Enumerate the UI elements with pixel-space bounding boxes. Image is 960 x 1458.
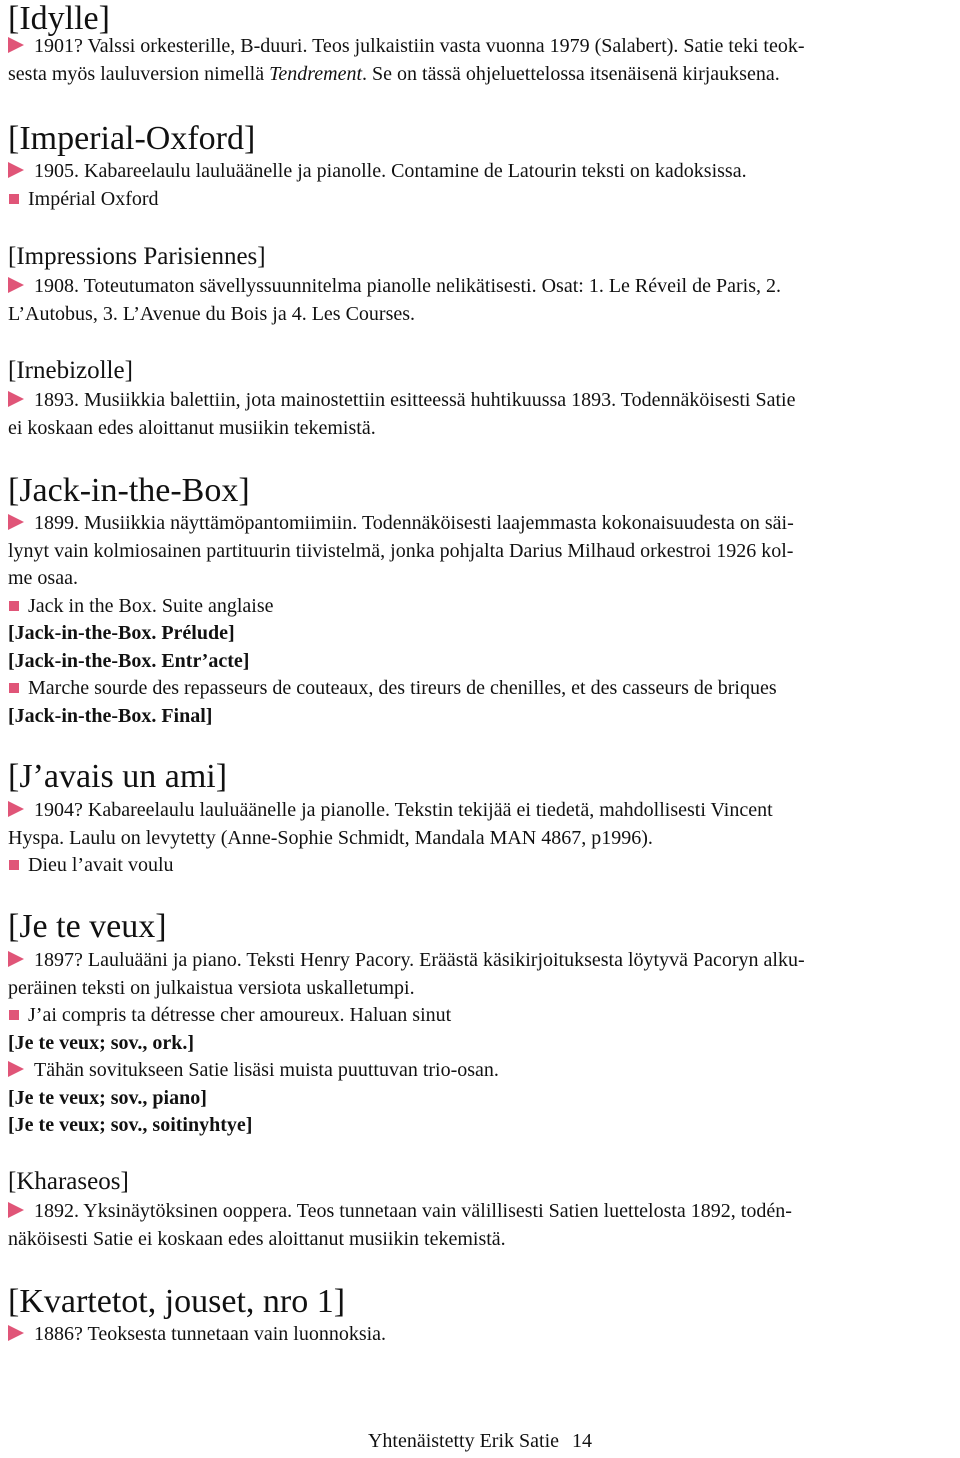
entry-description-cont: L’Autobus, 3. L’Avenue du Bois ja 4. Les Courses. [8, 302, 416, 325]
entry-description: 1899. Musiikkia näyttämöpantomiimiin. Todennäköisesti laajemmasta kokonaisuudesta on säi- [8, 510, 952, 538]
entry-description-cont: sesta myös lauluversion nimellä Tendrement. Se on tässä ohjeluettelossa itsenäisenä kirjauksena. [8, 62, 780, 85]
entry-description-cont: Hyspa. Laulu on levytetty (Anne-Sophie Schmidt, Mandala MAN 4867, p1996). [8, 826, 653, 849]
entry-description: 1904? Kabareelaulu lauluäänelle ja pianolle. Tekstin tekijää ei tiedetä, mahdollisesti Vincent [8, 797, 952, 825]
entry-description: 1886? Teoksesta tunnetaan vain luonnoksia. [8, 1321, 952, 1349]
entry-title: [Kharaseos] [8, 1168, 129, 1195]
entry-description-cont: lynyt vain kolmiosainen partituurin tiivistelmä, jonka pohjalta Darius Milhaud orkestroi 1926 kol- [8, 539, 794, 562]
page-footer [0, 1430, 960, 1453]
triangle-right-icon [8, 162, 24, 178]
work-title-italic: Tendrement [269, 62, 363, 85]
entry-description: 1908. Toteutumaton sävellyssuunnitelma pianolle nelikätisesti. Osat: 1. Le Réveil de Paris, 2. [8, 273, 952, 301]
entry-title: [Imperial-Oxford] [8, 120, 256, 157]
square-icon [9, 194, 19, 204]
entry-idylle [8, 2, 952, 36]
entry-title: [Kvartetot, jouset, nro 1] [8, 1283, 346, 1320]
triangle-right-icon [8, 1325, 24, 1341]
entry-description: 1892. Yksinäytöksinen ooppera. Teos tunnetaan vain välillisesti Satien luettelosta 1892, todén- [8, 1198, 952, 1226]
sub-entry: [Jack-in-the-Box. Prélude] [8, 622, 235, 644]
entry-description: 1905. Kabareelaulu lauluäänelle ja pianolle. Contamine de Latourin teksti on kadoksissa. [8, 158, 952, 186]
triangle-right-icon [8, 391, 24, 407]
sub-entry: [Je te veux; sov., piano] [8, 1086, 207, 1109]
square-icon [9, 1010, 19, 1020]
entry-title: [J’avais un ami] [8, 758, 228, 795]
sub-entry: [Jack-in-the-Box. Entr’acte] [8, 649, 250, 672]
triangle-right-icon [8, 37, 24, 53]
page-number: 14 [572, 1430, 593, 1452]
work-title: Dieu l’avait voulu [8, 852, 952, 880]
entry-title: [Jack-in-the-Box] [8, 472, 250, 509]
sub-entry-description: Tähän sovitukseen Satie lisäsi muista puuttuvan trio-osan. [8, 1057, 952, 1085]
triangle-right-icon [8, 1202, 24, 1218]
triangle-right-icon [8, 277, 24, 293]
entry-description: 1901? Valssi orkesterille, B-duuri. Teos julkaistiin vasta vuonna 1979 (Salabert). Satie teki teok- [8, 33, 952, 61]
entry-description-cont: ei koskaan edes aloittanut musiikin tekemistä. [8, 416, 376, 439]
entry-title: [Irnebizolle] [8, 357, 133, 384]
sub-entry: [Jack-in-the-Box. Final] [8, 704, 213, 727]
square-icon [9, 601, 19, 611]
entry-description-cont: peräinen teksti on julkaistua versiota uskalletumpi. [8, 976, 415, 999]
square-icon [9, 683, 19, 693]
work-title: Marche sourde des repasseurs de couteaux, des tireurs de chenilles, et des casseurs de briques [8, 675, 952, 703]
entry-description: 1897? Lauluääni ja piano. Teksti Henry Pacory. Eräästä käsikirjoituksesta löytyvä Pacoryn alku- [8, 947, 952, 975]
entry-description: 1893. Musiikkia balettiin, jota mainostettiin esitteessä huhtikuussa 1893. Todennäköisesti Satie [8, 387, 952, 415]
entry-description-cont: näköisesti Satie ei koskaan edes aloittanut musiikin tekemistä. [8, 1227, 506, 1250]
entry-title: [Idylle] [8, 0, 110, 37]
work-title: J’ai compris ta détresse cher amoureux. Haluan sinut [8, 1002, 952, 1030]
sub-entry: [Je te veux; sov., soitinyhtye] [8, 1114, 253, 1136]
triangle-right-icon [8, 801, 24, 817]
triangle-right-icon [8, 1061, 24, 1077]
triangle-right-icon [8, 514, 24, 530]
sub-entry: [Je te veux; sov., ork.] [8, 1031, 195, 1054]
square-icon [9, 860, 19, 870]
work-title: Impérial Oxford [8, 186, 952, 214]
entry-title: [Impressions Parisiennes] [8, 243, 266, 270]
footer-title: Yhtenäistetty Erik Satie [367, 1430, 560, 1452]
entry-description-cont: me osaa. [8, 567, 78, 589]
work-title: Jack in the Box. Suite anglaise [8, 593, 952, 621]
triangle-right-icon [8, 951, 24, 967]
entry-title: [Je te veux] [8, 908, 167, 945]
